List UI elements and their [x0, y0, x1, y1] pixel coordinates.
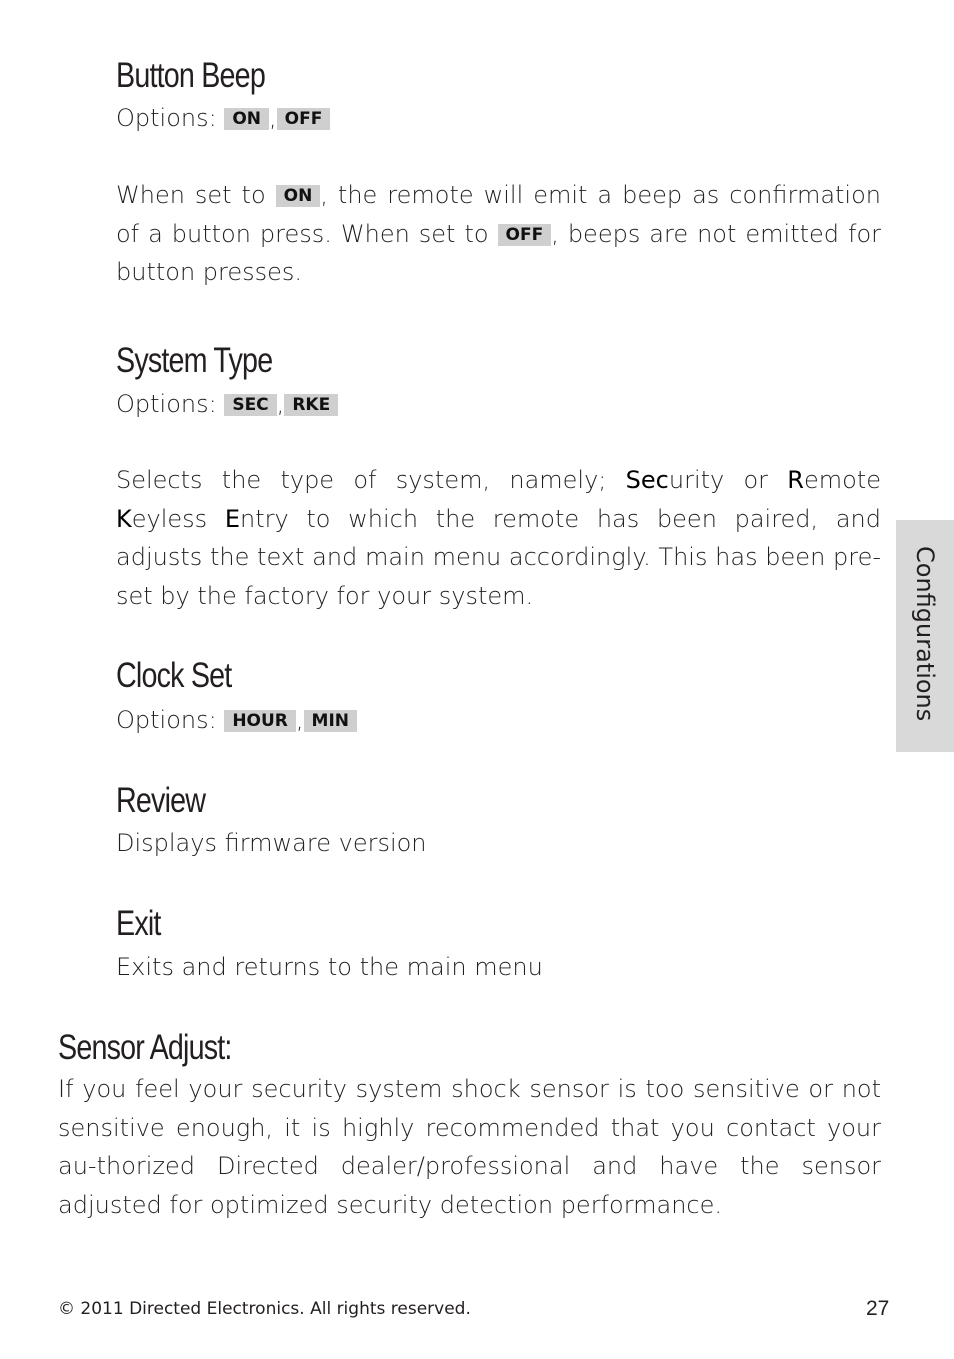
clock-set-heading: Clock Set — [116, 656, 232, 695]
system-type-heading: System Type — [116, 341, 273, 380]
exit-heading: Exit — [116, 904, 161, 943]
options-label: Options: — [116, 104, 217, 132]
options-label: Options: — [116, 390, 217, 418]
option-rke-chip: RKE — [284, 394, 338, 416]
page-number: 27 — [866, 1297, 890, 1320]
button-beep-options — [116, 103, 330, 133]
button-beep-heading: Button Beep — [116, 56, 265, 95]
options-separator: , — [295, 706, 304, 734]
review-heading: Review — [116, 781, 206, 820]
button-beep-description: When set to ON , the remote will emit a beep as confirmation of a button press. When set to OFF , beeps are not emitted for button presses. — [116, 181, 881, 287]
section-side-tab — [896, 520, 954, 752]
option-off-chip: OFF — [277, 108, 331, 130]
option-hour-chip: HOUR — [224, 710, 296, 732]
option-min-chip: MIN — [304, 710, 357, 732]
copyright-footer: © 2011 Directed Electronics. All rights reserved. — [58, 1299, 471, 1319]
inline-on-chip: ON — [276, 185, 321, 207]
options-separator: , — [276, 390, 285, 418]
sensor-adjust-heading: Sensor Adjust: — [58, 1028, 232, 1067]
clock-set-options — [116, 705, 357, 735]
options-separator: , — [269, 104, 277, 132]
side-tab-label: Configurations — [911, 546, 939, 722]
review-description: Displays firmware version — [116, 829, 427, 857]
inline-off-chip: OFF — [498, 224, 552, 246]
option-on-chip: ON — [224, 108, 269, 130]
system-type-options — [116, 389, 338, 419]
option-sec-chip: SEC — [224, 394, 276, 416]
system-type-description: Selects the type of system, namely; Security or Remote Keyless Entry to which the remote has been paired, and adjusts the text and main menu accordingly. This has been pre-set by the factory for your system. — [116, 466, 881, 610]
exit-description: Exits and returns to the main menu — [116, 953, 543, 981]
options-label: Options: — [116, 706, 217, 734]
sensor-adjust-description: If you feel your security system shock sensor is too sensitive or not sensitive enough, it is highly recommended that you contact your au-thorized Directed dealer/professional and have the sensor adjusted for optimized security detection performance. — [58, 1075, 881, 1219]
